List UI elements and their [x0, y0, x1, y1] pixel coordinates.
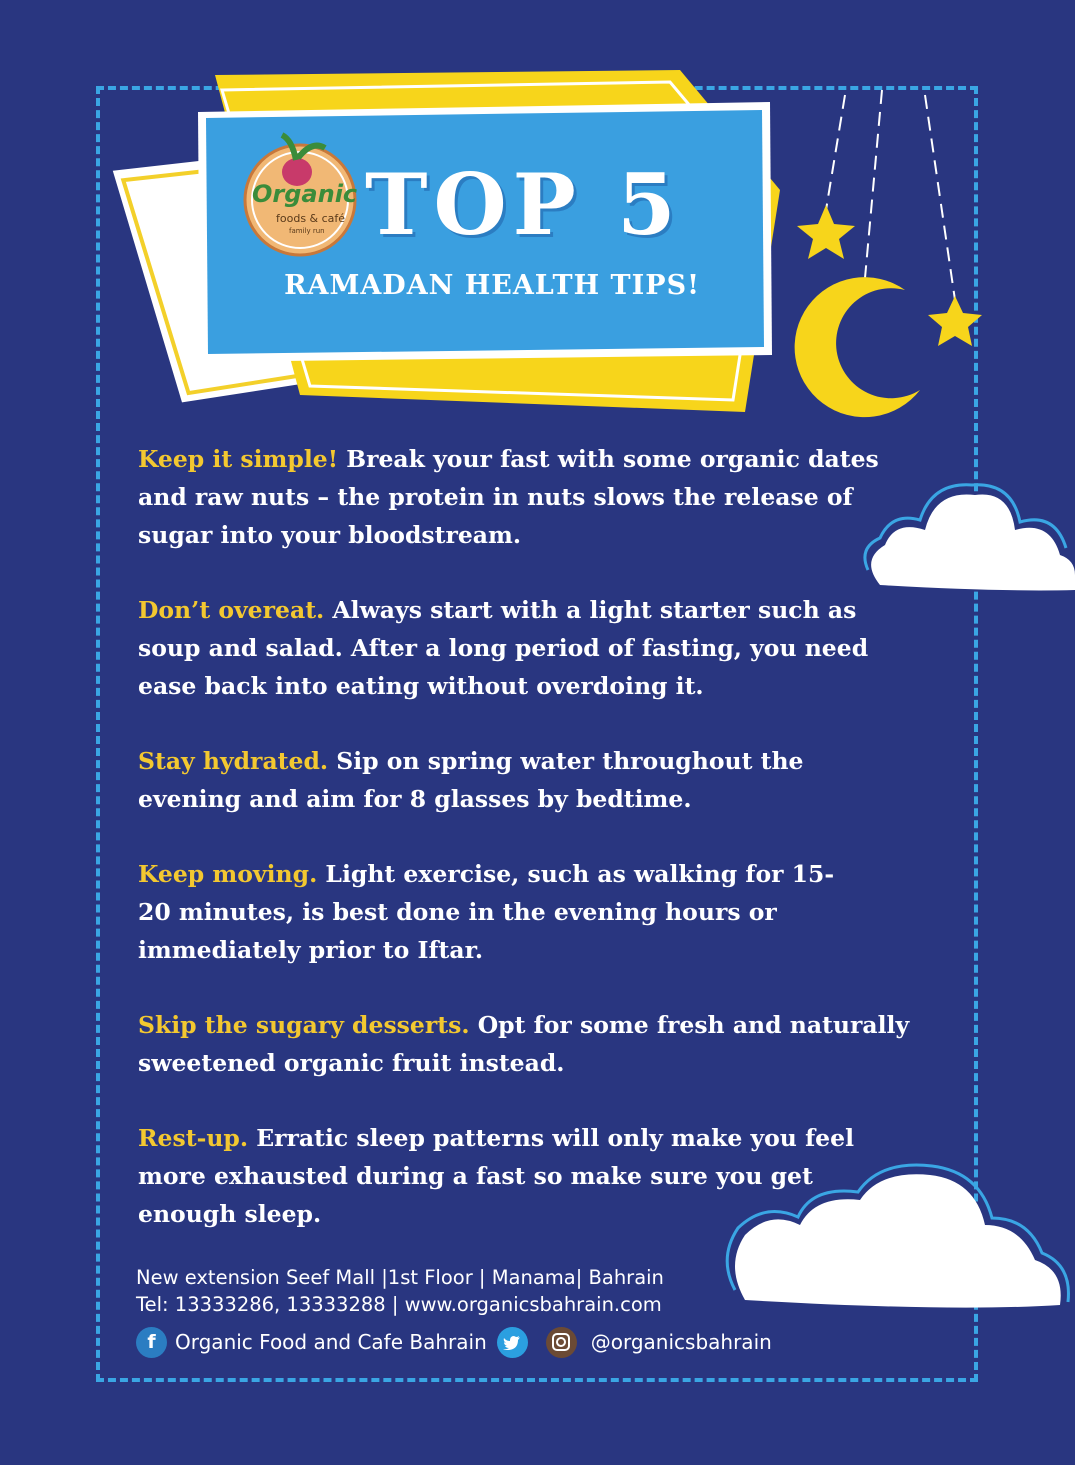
footer-contact: [136, 1264, 836, 1318]
tip-heading: Stay hydrated.: [138, 747, 329, 775]
tip-item: [138, 855, 858, 969]
star-icon: [928, 296, 982, 346]
tip-item: [138, 742, 858, 818]
twitter-icon[interactable]: [497, 1327, 528, 1358]
crescent-moon-icon: [795, 277, 920, 417]
logo-small-text: family run: [289, 227, 325, 235]
tips-list: [138, 440, 938, 1270]
tip-body: Break your fast with some organic dates and raw nuts – the protein in nuts slows the release of sugar into your bloodstream.: [138, 445, 879, 549]
logo-brand-text: Organic: [252, 180, 358, 208]
facebook-icon[interactable]: f: [136, 1327, 167, 1358]
tip-body: Always start with a light starter such as soup and salad. After a long period of fasting, you need ease back into eating without overdoing it.: [138, 596, 869, 700]
page-title: TOP 5: [365, 155, 682, 254]
instagram-icon[interactable]: [546, 1327, 577, 1358]
star-icon: [797, 205, 855, 259]
tip-item: [138, 1006, 938, 1082]
footer-phone-website[interactable]: Tel: 13333286, 13333288 | www.organicsbahrain.com: [136, 1293, 662, 1316]
tip-body: Opt for some fresh and naturally sweetened organic fruit instead.: [138, 1011, 910, 1077]
tip-heading: Rest-up.: [138, 1124, 249, 1152]
tip-item: [138, 1119, 898, 1233]
hanging-strings: [826, 90, 955, 300]
tip-heading: Keep it simple!: [138, 445, 339, 473]
tip-item: [138, 440, 918, 554]
tip-body: Erratic sleep patterns will only make you feel more exhausted during a fast so make sure you get enough sleep.: [138, 1124, 855, 1228]
tip-body: Sip on spring water throughout the evening and aim for 8 glasses by bedtime.: [138, 747, 804, 813]
tip-heading: Skip the sugary desserts.: [138, 1011, 470, 1039]
tip-body: Light exercise, such as walking for 15-20 minutes, is best done in the evening hours or immediately prior to Iftar.: [138, 860, 835, 964]
social-links: [136, 1325, 772, 1359]
facebook-link[interactable]: Organic Food and Cafe Bahrain: [175, 1330, 487, 1354]
footer-address: New extension Seef Mall |1st Floor | Manama| Bahrain: [136, 1266, 664, 1289]
tip-heading: Keep moving.: [138, 860, 318, 888]
tip-item: [138, 591, 908, 705]
tip-heading: Don’t overeat.: [138, 596, 325, 624]
instagram-handle[interactable]: @organicsbahrain: [590, 1330, 772, 1354]
page-subtitle: RAMADAN HEALTH TIPS!: [284, 270, 700, 301]
logo-tagline: foods & café: [276, 212, 346, 225]
